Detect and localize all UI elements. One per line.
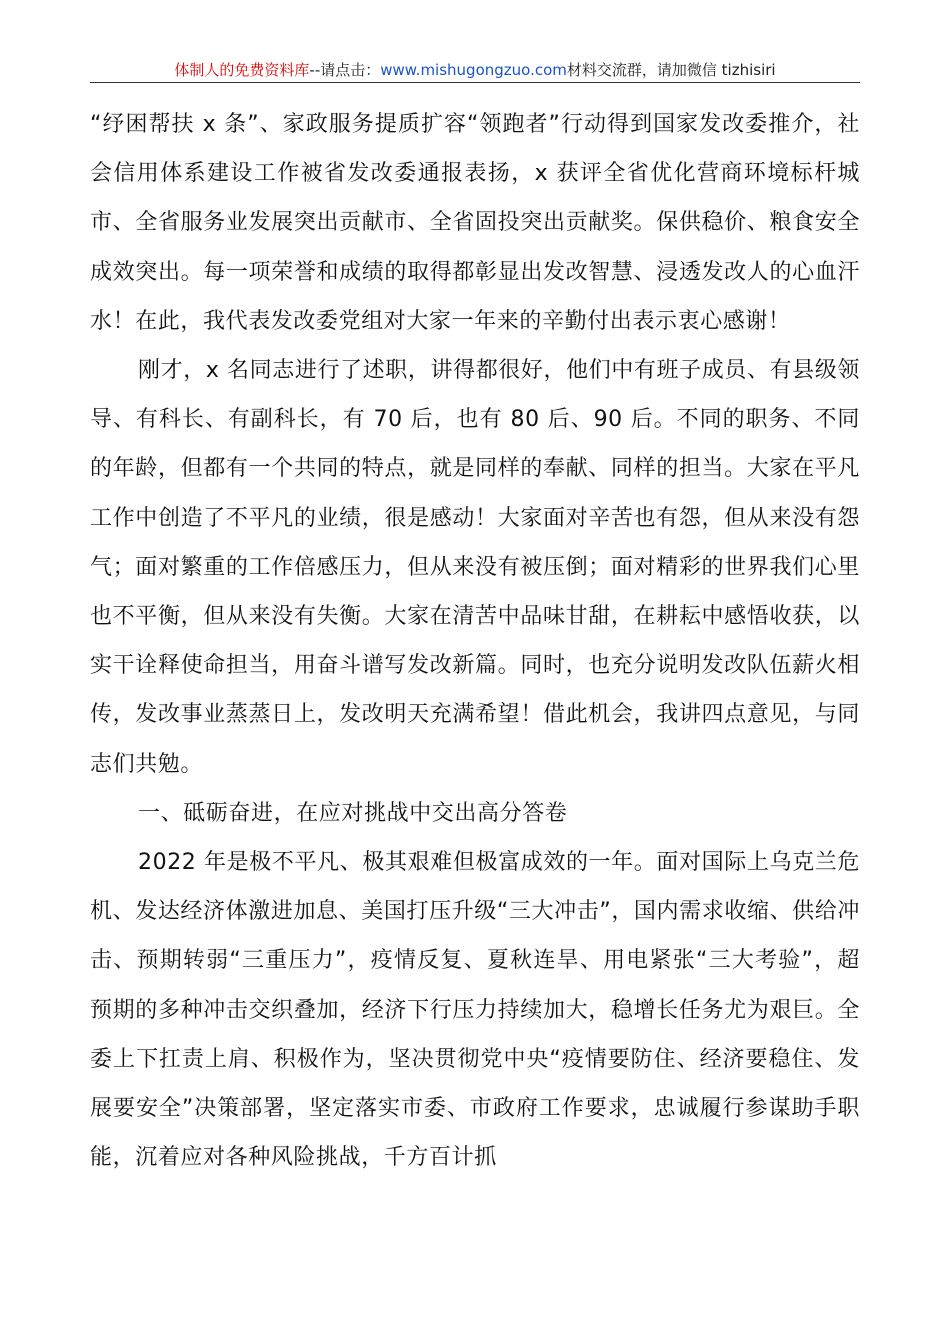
header-url-link[interactable]: www.mishugongzuo.com <box>380 61 567 79</box>
paragraph-speech: 刚才，x 名同志进行了述职，讲得都很好，他们中有班子成员、有县级领导、有科长、有副科长，有 70 后，也有 80 后、90 后。不同的职务、不同的年龄，但都有一个共同的特点，就是同样的奉献、同样的担当。大家在平凡工作中创造了不平凡的业绩，很是感动！大家面对辛苦也有怨，但从来没有怨气；面对繁重的工作倍感压力，但从来没有被压倒；面对精彩的世界我们心里也不平衡，但从来没有失衡。大家在清苦中品味甘甜，在耕耘中感悟收获，以实干诠释使命担当，用奋斗谱写发改新篇。同时，也充分说明发改队伍薪火相传，发改事业蒸蒸日上，发改明天充满希望！借此机会，我讲四点意见，与同志们共勉。 <box>90 358 860 777</box>
header-prompt: --请点击： <box>309 61 381 79</box>
header-title: 体制人的免费资料库 <box>174 61 310 79</box>
header-note: 材料交流群，请加微信 tizhisiri <box>566 61 776 79</box>
document-body <box>90 100 860 1182</box>
paragraph-2022-review: 2022 年是极不平凡、极其艰难但极富成效的一年。面对国际上乌克兰危机、发达经济体激进加息、美国打压升级“三大冲击”，国内需求收缩、供给冲击、预期转弱“三重压力”，疫情反复、夏秋连旱、用电紧张“三大考验”，超预期的多种冲击交织叠加，经济下行压力持续加大，稳增长任务尤为艰巨。全委上下扛责上肩、积极作为，坚决贯彻党中央“疫情要防住、经济要稳住、发展要安全”决策部署，坚定落实市委、市政府工作要求，忠诚履行参谋助手职能，沉着应对各种风险挑战，千方百计抓 <box>90 850 860 1171</box>
section-heading: 一、砥砺奋进，在应对挑战中交出高分答卷 <box>138 800 568 826</box>
header-divider <box>90 82 860 83</box>
page-header <box>90 58 860 84</box>
paragraph-continuation: “纾困帮扶 x 条”、家政服务提质扩容“领跑者”行动得到国家发改委推介，社会信用体系建设工作被省发改委通报表扬，x 获评全省优化营商环境标杆城市、全省服务业发展突出贡献市、全省固投突出贡献奖。保供稳价、粮食安全成效突出。每一项荣誉和成绩的取得都彰显出发改智慧、浸透发改人的心血汗水！在此，我代表发改委党组对大家一年来的辛勤付出表示衷心感谢！ <box>90 112 860 334</box>
